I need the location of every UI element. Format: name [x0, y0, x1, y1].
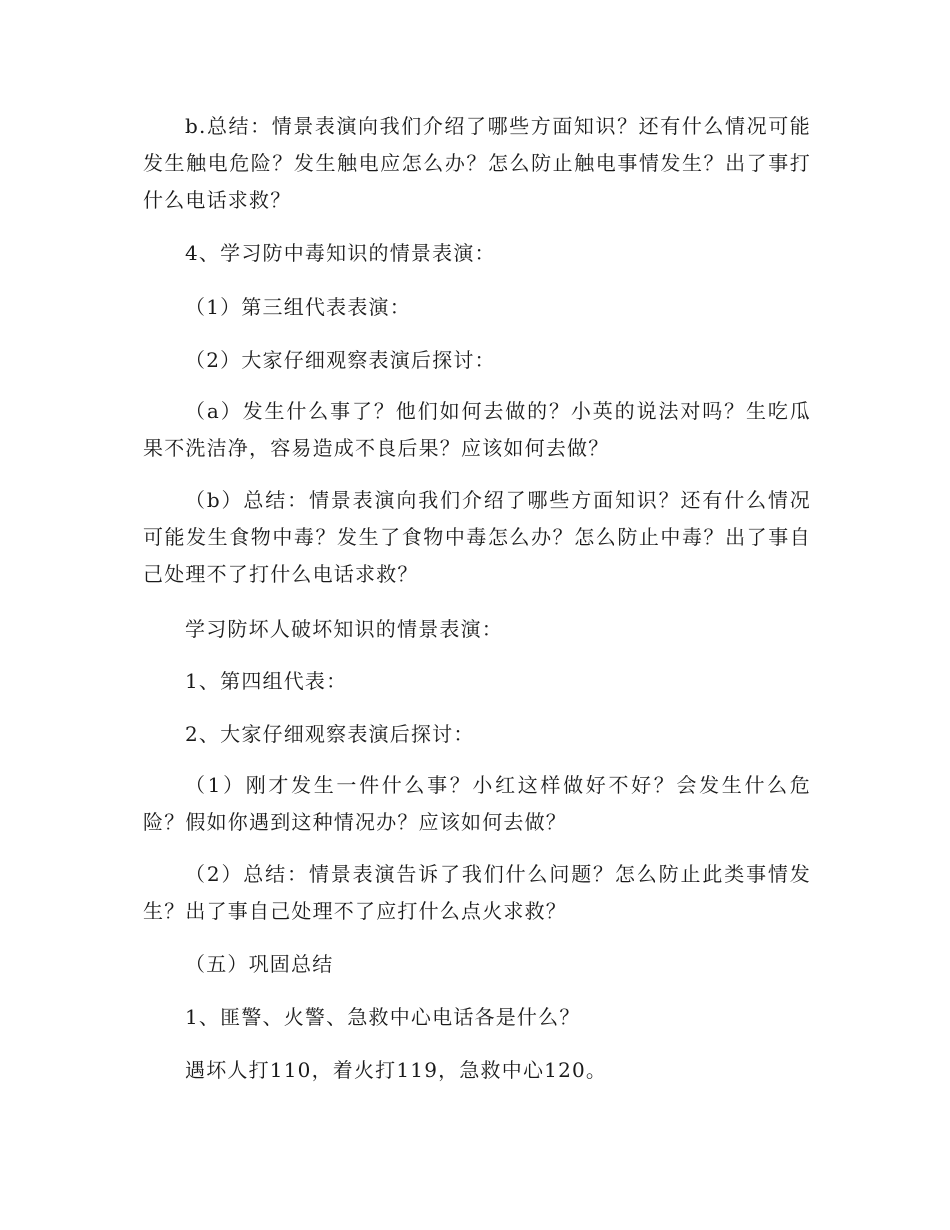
paragraph-item-a: （a）发生什么事了？他们如何去做的？小英的说法对吗？生吃瓜果不洗洁净，容易造成不良后果？应该如何去做？: [143, 399, 811, 460]
paragraph-group-four: 1、第四组代表：: [185, 669, 348, 693]
paragraph-item-2: （2）总结：情景表演告诉了我们什么问题？怎么防止此类事情发生？出了事自己处理不了应打什么点火求救？: [143, 862, 811, 923]
paragraph-emergency-question: 1、匪警、火警、急救中心电话各是什么？: [185, 1005, 581, 1029]
paragraph-group-three: （1）第三组代表表演：: [185, 295, 411, 319]
paragraph-poisoning-heading: 4、学习防中毒知识的情景表演：: [185, 241, 496, 265]
paragraph-item-1: （1）刚才发生一件什么事？小红这样做好不好？会发生什么危险？假如你遇到这种情况办？应该如何去做？: [143, 773, 811, 834]
paragraph-item-b: （b）总结：情景表演向我们介绍了哪些方面知识？还有什么情况可能发生食物中毒？发生了食物中毒怎么办？怎么防止中毒？出了事自己处理不了打什么电话求救？: [143, 488, 811, 586]
paragraph-summary-electric-shock: b.总结：情景表演向我们介绍了哪些方面知识？还有什么情况可能发生触电危险？发生触电应怎么办？怎么防止触电事情发生？出了事打什么电话求救？: [143, 114, 811, 212]
paragraph-stranger-heading: 学习防坏人破坏知识的情景表演：: [185, 617, 503, 641]
paragraph-section-five: （五）巩固总结: [185, 952, 334, 976]
paragraph-discussion-two: 2、大家仔细观察表演后探讨：: [185, 722, 475, 746]
paragraph-discussion-one: （2）大家仔细观察表演后探讨：: [185, 348, 496, 372]
paragraph-emergency-numbers: 遇坏人打110，着火打119，急救中心120。: [185, 1058, 608, 1082]
